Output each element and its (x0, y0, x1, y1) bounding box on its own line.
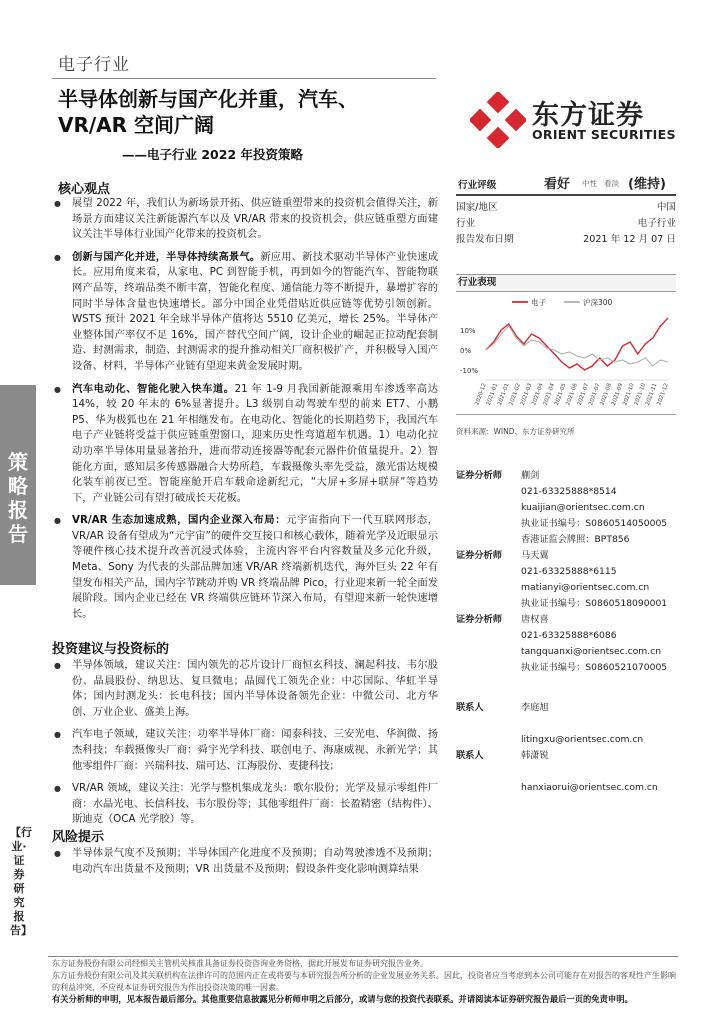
x-tick-label: 2021-07 (588, 382, 602, 407)
rating-option-neutral: 中性 (582, 179, 597, 188)
analyst-block-2: 证券分析师 马天翼 021-63325888*6115 matianyi@orientsec.com.cn 执业证书编号：S0860518090001 (456, 550, 668, 609)
sector-label: 电子行业 (58, 55, 130, 75)
performance-heading: 行业表现 (456, 274, 676, 292)
rating-details (456, 198, 676, 246)
title-line-2: VR/AR 空间广阔 (58, 113, 215, 137)
series-line-0 (486, 318, 668, 370)
x-tick-label: 2020-12 (474, 382, 488, 407)
x-tick-label: 2021-12 (656, 382, 670, 407)
rating-current: 看好 (544, 177, 571, 192)
orient-logo-icon (470, 92, 526, 148)
brand-name-cn: 东方证券 (532, 100, 644, 131)
core-heading: 核心观点 (58, 182, 111, 197)
rating-status: (维持) (628, 177, 666, 192)
x-tick-label: 2021-02 (508, 382, 523, 407)
x-tick-label: 2021-06 (565, 382, 579, 407)
detail-row-date: 报告发布日期 2021 年 12 月 07 日 (456, 234, 676, 245)
footer-divider (48, 956, 678, 957)
list-item: ● VR/AR 生态加速成熟，国内企业深入布局：元宇宙指向下一代互联网形态，VR/AR 设备有望成为“元宇宙”的硬件交互接口和核心载体，随着光学及近眼显示等硬件核心技术提升改善沉浸式体验，主流内容平台内容数量及多元化升级，Meta、Sony 为代表的头部品牌加速 VR/AR 终端新机迭代，海外巨头 22 年有望发布相关产品，国内字节跳动并购 VR 终端品牌 Pico，行业迎来新一轮全面发展阶段。国内企业已经在 VR 终端供应链环节深入布局，有望迎来新一轮快速增长。 (52, 513, 438, 622)
x-tick-label: 2021-09 (610, 382, 625, 407)
risk-bullets (52, 846, 438, 884)
rating-row (456, 172, 676, 196)
x-tick-label: 2021-08 (599, 382, 614, 407)
x-tick-label: 2021-03 (519, 382, 534, 407)
invest-heading: 投资建议与投资标的 (52, 642, 170, 657)
chart-source: 资料来源：WIND、东方证券研究所 (456, 427, 575, 436)
core-bullets (52, 196, 438, 629)
footer-disclosure-1: 东方证券股份有限公司经相关主管机关核准具备证券投资咨询业务资格，据此开展发布证券研究报告业务。 (52, 959, 428, 968)
invest-bullets (52, 658, 438, 835)
chart-divider (456, 414, 676, 415)
contact-block-2: 联系人 韩潇锐 hanxiaorui@orientsec.com.cn (456, 750, 658, 793)
brand-name-en: ORIENT SECURITIES (532, 127, 676, 142)
y-tick-label: -10% (460, 367, 479, 375)
title-line-1: 半导体创新与国产化并重，汽车、 (58, 87, 358, 111)
y-tick-label: 0% (460, 347, 472, 355)
list-item: ● 汽车电动化、智能化驶入快车道。21 年 1-9 月我国新能源乘用车渗透率高达 14%，较 20 年末的 6%显著提升。L3 级别自动驾驶车型的前来 ET7、小鹏 P5、华为极狐也在 21 年相继发布。在电动化、智能化的长期趋势下，我国汽车电子产业链将受益于供应链重塑窗口，迎来历史性弯道超车机遇。1）电动化拉动功率半导体用量显著抬升，进而带动连接器等配套元器件价值量提升。2）智能化方面，感知层多传感器融合大势所趋，车载摄像头率先受益，激光雷达规模化装车前夜已至。智能座舱开启车载命途新纪元，“大屏+多屏+联屏”等趋势下，产业链公司有望打破成长天花板。 (52, 382, 438, 507)
list-item: ● 半导体领域，建议关注：国内领先的芯片设计厂商恒玄科技、澜起科技、韦尔股份、晶晨股份、纳思达、复旦微电；晶圆代工领先企业：中芯国际、华虹半导体；国内封测龙头：长电科技；国内半导体设备领先企业：中微公司、北方华创、万业企业、盛美上海。 (52, 658, 438, 720)
risk-heading: 风险提示 (52, 830, 105, 845)
x-tick-label: 2021-01 (497, 382, 511, 407)
x-tick-label: 2021-11 (645, 382, 659, 407)
footer-disclosure-2: 东方证券股份有限公司及其关联机构在法律许可的范围内正在或将要与本研究报告所分析的企业发展业务关系。因此，投资者应当考虑到本公司可能存在对报告的客观性产生影响的利益冲突，不应视本证券研究报告为作出投资决策的唯一因素。 (52, 971, 676, 992)
list-item: ● 创新与国产化并进，半导体持续高景气。新应用、新技术驱动半导体产业快速成长。应用角度来看，从家电、PC 到智能手机，再到如今的智能汽车、智能物联网产品等，终端品类不断丰富，智能化程度、通信能力等不断提升，暴增扩容的同时半导体含量也快速增长。部分中国企业凭借贴近供应链等优势引领创新。WSTS 预计 2021 年全球半导体产值将达 5510 亿美元，增长 25%。半导体产业整体国产率仅不足 16%，国产替代空间广阔，设计企业的崛起正拉动配套制造、封测需求，制造、封测需求的提升推动相关厂商积极扩产，并积极导入国产设备、材料，半导体产业链有望迎来黄金发展时期。 (52, 250, 438, 375)
rating-label: 行业评级 (458, 180, 497, 191)
x-tick-label: 2021-04 (542, 382, 557, 407)
side-tab-label: 策略报告 (8, 450, 28, 546)
report-subtitle: ——电子行业 2022 年投资策略 (122, 147, 303, 162)
x-tick-label: 2021-10 (622, 382, 636, 407)
list-item: ● 半导体景气度不及预期；半导体国产化进度不及预期；自动驾驶渗透不及预期；电动汽车出货量不及预期；VR 出货量不及预期；假设条件变化影响测算结果 (52, 846, 438, 877)
detail-row-region: 国家/地区 中国 (456, 202, 676, 213)
detail-row-industry: 行业 电子行业 (456, 218, 676, 229)
legend-label-1: 沪深300 (583, 298, 613, 307)
footer-disclosure-3: 有关分析师的申明，见本报告最后部分。其他重要信息披露见分析师申明之后部分，或请与您的投资代表联系。并请阅读本证券研究报告最后一页的免责申明。 (52, 994, 633, 1004)
x-tick-label: 2021-10 (633, 382, 648, 407)
contact-block-1: 联系人 李庭旭 litingxu@orientsec.com.cn (456, 702, 644, 745)
list-item: ● 汽车电子领域，建议关注：功率半导体厂商：闻泰科技、三安光电、华润微、扬杰科技；车载摄像头厂商：舜宇光学科技、联创电子、海康威视、永新光学；其他零组件厂商：兴瑞科技、瑞可达、江海股份、麦捷科技； (52, 727, 438, 774)
analyst-block-1: 证券分析师 蒯剑 021-63325888*8514 kuaijian@orientsec.com.cn 执业证书编号：S0860514050005 香港证监会牌照：BPT856 (456, 470, 668, 545)
list-item: ● 展望 2022 年，我们认为新场景开拓、供应链重塑带来的投资机会值得关注，新场景方面建议关注新能源汽车以及 VR/AR 带来的投资机会，供应链重塑方面建议关注半导体行业国产化带来的投资机会。 (52, 196, 438, 243)
x-tick-label: 2021-07 (576, 382, 591, 407)
x-tick-label: 2021-04 (531, 382, 545, 407)
legend-label-0: 电子 (531, 298, 546, 307)
performance-chart (456, 294, 676, 414)
report-title (58, 86, 418, 138)
side-sub-label: 【行业·证券研究报告】 (10, 826, 32, 937)
list-item: ● VR/AR 领域，建议关注：光学与整机集成龙头：歌尔股份；光学及显示零组件厂商：水晶光电、长信科技、韦尔股份等；其他零组件厂商：长盈精密（结构件）、斯迪克（OCA 光学胶）等。 (52, 781, 438, 828)
header-divider (52, 78, 436, 79)
rating-option-bearish: 看淡 (604, 179, 619, 188)
x-tick-label: 2021-05 (554, 382, 568, 407)
analyst-block-3: 证券分析师 唐权喜 021-63325888*6086 tangquanxi@orientsec.com.cn 执业证书编号：S0860521070005 (456, 614, 668, 673)
y-tick-label: 10% (460, 327, 476, 335)
x-tick-label: 2021-01 (485, 382, 500, 407)
